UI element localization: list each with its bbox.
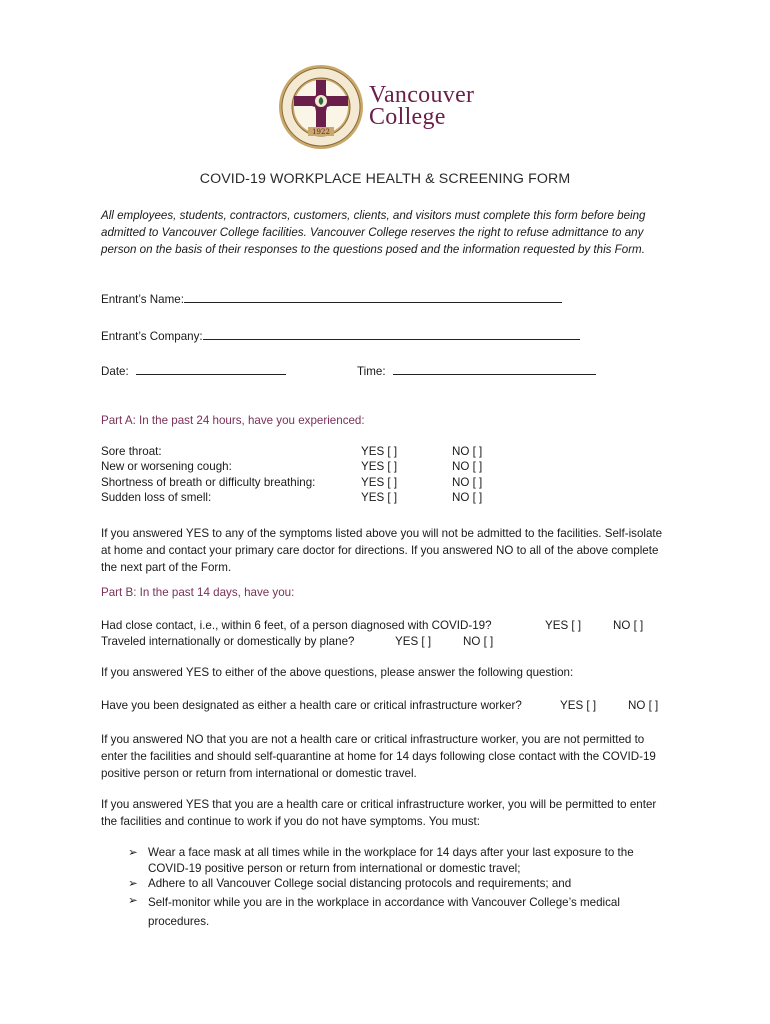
symptom-label: New or worsening cough: [101, 460, 232, 473]
symptom-yes-checkbox[interactable]: YES [ ] [361, 460, 398, 473]
form-title: COVID-19 WORKPLACE HEALTH & SCREENING FORM [199, 171, 571, 187]
wordmark-line1: Vancouver [369, 82, 475, 108]
bullet-arrow-icon: ➢ [128, 846, 138, 859]
part-b-heading: Part B: In the past 14 days, have you: [101, 586, 295, 599]
entrant-company-blank[interactable] [203, 328, 580, 340]
bullet-arrow-icon: ➢ [128, 877, 138, 890]
symptom-label: Shortness of breath or difficulty breathing: [101, 476, 316, 489]
symptom-label: Sore throat: [101, 445, 162, 458]
symptom-yes-checkbox[interactable]: YES [ ] [361, 491, 398, 504]
close-contact-yes-checkbox[interactable]: YES [ ] [545, 619, 582, 632]
entrant-name-label: Entrant’s Name: [101, 293, 184, 306]
close-contact-no-checkbox[interactable]: NO [ ] [613, 619, 644, 632]
wordmark-line2: College [369, 104, 446, 130]
question-travel: Traveled internationally or domestically by plane? [101, 635, 355, 648]
symptom-no-checkbox[interactable]: NO [ ] [452, 491, 483, 504]
seal-year: 1922 [312, 128, 330, 136]
entrant-company-field[interactable] [101, 328, 580, 343]
yes-answer-paragraph: If you answered YES that you are a health care or critical infrastructure worker, you will be permitted to enter the facilities and continue to work if you do not have symptoms. You must: [101, 798, 657, 828]
entrant-company-label: Entrant’s Company: [101, 330, 203, 343]
critical-worker-yes-checkbox[interactable]: YES [ ] [560, 699, 597, 712]
symptom-no-checkbox[interactable]: NO [ ] [452, 445, 483, 458]
followup-instruction: If you answered YES to either of the above questions, please answer the following question: [101, 666, 574, 679]
date-field[interactable] [101, 363, 286, 378]
symptom-label: Sudden loss of smell: [101, 491, 212, 504]
entrant-name-field[interactable] [101, 291, 562, 306]
critical-worker-no-checkbox[interactable]: NO [ ] [628, 699, 659, 712]
college-logo [278, 62, 498, 152]
bullet-item: Wear a face mask at all times while in the workplace for 14 days after your last exposure to the COVID-19 positive person or return from international or domestic travel; [148, 846, 634, 875]
time-label: Time: [357, 365, 386, 378]
symptom-no-checkbox[interactable]: NO [ ] [452, 476, 483, 489]
bullet-item: Self-monitor while you are in the workplace in accordance with Vancouver College’s medical procedures. [148, 896, 620, 928]
date-label: Date: [101, 365, 129, 378]
symptom-yes-checkbox[interactable]: YES [ ] [361, 445, 398, 458]
part-a-note: If you answered YES to any of the symptoms listed above you will not be admitted to the facilities. Self-isolate at home and contact your primary care doctor for directions. If you answered NO to all of the above complete the next part of the Form. [101, 527, 663, 574]
college-seal-icon [278, 64, 364, 150]
symptom-no-checkbox[interactable]: NO [ ] [452, 460, 483, 473]
bullet-arrow-icon: ➢ [128, 894, 138, 907]
travel-no-checkbox[interactable]: NO [ ] [463, 635, 494, 648]
entrant-name-blank[interactable] [184, 291, 562, 303]
time-blank[interactable] [393, 363, 596, 375]
intro-paragraph: All employees, students, contractors, customers, clients, and visitors must complete this form before being admitted to Vancouver College facilities. Vancouver College reserves the right to refuse admittance to any person on the basis of their responses to the questions posed and the information requested by this Form. [101, 209, 646, 256]
symptom-yes-checkbox[interactable]: YES [ ] [361, 476, 398, 489]
travel-yes-checkbox[interactable]: YES [ ] [395, 635, 432, 648]
bullet-item: Adhere to all Vancouver College social distancing protocols and requirements; and [148, 877, 572, 890]
question-close-contact: Had close contact, i.e., within 6 feet, of a person diagnosed with COVID-19? [101, 619, 492, 632]
time-field[interactable] [357, 363, 596, 378]
question-critical-worker: Have you been designated as either a health care or critical infrastructure worker? [101, 699, 522, 712]
no-answer-paragraph: If you answered NO that you are not a health care or critical infrastructure worker, you are not permitted to enter the facilities and should self-quarantine at home for 14 days following close contact with the COVID-19 positive person or return from international or domestic travel. [101, 733, 656, 780]
date-blank[interactable] [136, 363, 286, 375]
part-a-heading: Part A: In the past 24 hours, have you experienced: [101, 414, 365, 427]
college-wordmark [369, 84, 474, 128]
